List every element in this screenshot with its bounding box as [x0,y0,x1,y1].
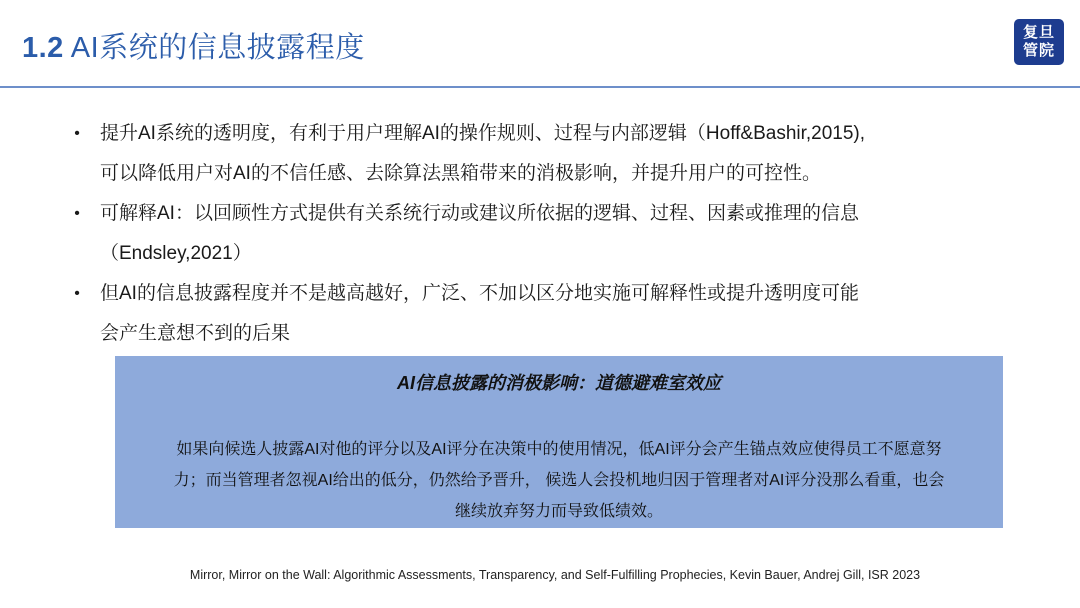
bullet-dot: • [74,205,80,222]
bullet-text-line: 提升AI系统的透明度，有利于用户理解AI的操作规则、过程与内部逻辑（Hoff&Bashir,2015), [100,123,866,144]
bullet-item-explainable-ai [72,194,1032,274]
highlight-box-line: 继续放弃努力而导致低绩效。 [454,503,663,520]
highlight-box-line: 如果向候选人披露AI对他的评分以及AI评分在决策中的使用情况，低AI评分会产生锚点效应使得员工不愿意努 [176,441,942,458]
bullet-list [72,114,1032,354]
logo-line-1: 复旦 [1022,24,1055,41]
bullet-text-line: 会产生意想不到的后果 [100,323,291,344]
bullet-dot: • [74,125,80,142]
header-divider [0,86,1080,88]
highlight-box [115,356,1003,528]
bullet-item-transparency [72,114,1032,194]
fudan-logo [1014,19,1064,65]
slide-title-text: AI系统的信息披露程度 [70,32,365,64]
highlight-box-line: 力；而当管理者忽视AI给出的低分，仍然给予晋升， 候选人会投机地归因于管理者对AI评分没那么看重，也会 [173,472,945,489]
bullet-text-line: （Endsley,2021） [100,243,252,264]
logo-line-2: 管院 [1022,42,1055,59]
bullet-item-disclosure-caution [72,274,1032,354]
bullet-text-line: 但AI的信息披露程度并不是越高越好，广泛、不加以区分地实施可解释性或提升透明度可能 [100,283,859,304]
bullet-text-line: 可解释AI：以回顾性方式提供有关系统行动或建议所依据的逻辑、过程、因素或推理的信息 [100,203,859,224]
reference-citation: Mirror, Mirror on the Wall: Algorithmic Assessments, Transparency, and Self-Fulfilling Prophecies, Kevin Bauer, Andrej Gill, ISR 2023 [189,568,921,582]
bullet-dot: • [74,285,80,302]
highlight-box-body [125,434,993,527]
highlight-box-title: AI信息披露的消极影响：道德避难室效应 [397,373,721,393]
slide-title [22,26,365,70]
bullet-text-line: 可以降低用户对AI的不信任感、去除算法黑箱带来的消极影响，并提升用户的可控性。 [100,163,821,184]
slide-number: 1.2 [22,32,64,64]
